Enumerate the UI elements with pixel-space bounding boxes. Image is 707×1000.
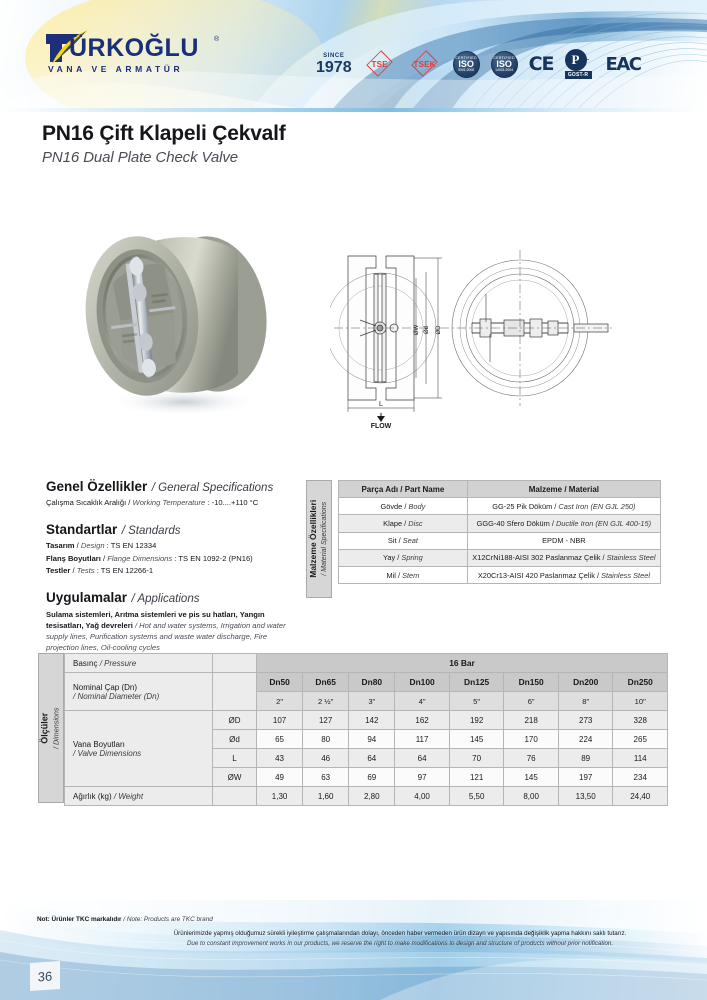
- nominal-label-en: / Nominal Diameter (Dn): [73, 691, 160, 701]
- mat-tr: GGG-40 Sfero Döküm: [476, 518, 550, 528]
- material-part-cell: Sit / Seat: [339, 532, 468, 549]
- part-en: Body: [408, 501, 426, 511]
- material-part-cell: Klape / Disc: [339, 515, 468, 532]
- dimension-label-d: Ød: [424, 325, 430, 335]
- page-title: PN16 Çift Klapeli Çekvalf: [42, 122, 286, 145]
- value-cell: 64: [349, 749, 395, 768]
- value-cell: 65: [257, 730, 303, 749]
- dimension-label-D: ØD: [436, 325, 442, 335]
- weight-cell: 5,50: [449, 787, 504, 806]
- symbol-cell: ØD: [213, 711, 257, 730]
- applications-block: [46, 589, 296, 653]
- inch-cell: 3": [349, 692, 395, 711]
- product-photo: [62, 218, 294, 418]
- value-cell: 69: [349, 768, 395, 787]
- tsek-certification-icon: [408, 53, 442, 75]
- temp-value: : -10....+110 °C: [207, 498, 259, 507]
- technical-drawings: [330, 248, 650, 428]
- pressure-label-en: / Pressure: [99, 658, 137, 668]
- dn-header-cell: Dn150: [504, 673, 559, 692]
- inch-cell: 4": [395, 692, 450, 711]
- weight-cell: 24,40: [613, 787, 668, 806]
- mat-en: Stainless Steel: [601, 570, 650, 580]
- since-badge: [316, 53, 352, 76]
- table-row: [339, 532, 661, 549]
- iso-14001-certification-icon: [491, 51, 518, 78]
- dimensions-sidebar-tr: Ölçüler: [39, 712, 50, 744]
- iso14001-number: 14001:2004: [495, 67, 514, 72]
- ce-marking-icon: CE: [528, 53, 554, 75]
- pressure-value: 16 Bar: [257, 654, 668, 673]
- general-specs-heading: [46, 478, 296, 496]
- dimensions-sidebar-en: / Dimensions: [52, 707, 62, 749]
- dimensions-table-sidebar-label: [38, 653, 64, 803]
- table-row: [339, 549, 661, 566]
- banner-divider: [0, 108, 707, 112]
- table-row: [65, 711, 668, 730]
- weight-cell: 1,60: [303, 787, 349, 806]
- registered-mark: ®: [214, 36, 220, 43]
- material-part-cell: Gövde / Body: [339, 498, 468, 515]
- value-cell: 197: [558, 768, 613, 787]
- part-en: Stem: [402, 570, 420, 580]
- weight-cell: 13,50: [558, 787, 613, 806]
- tse-label: TSE: [371, 59, 388, 69]
- table-row-pressure: [65, 654, 668, 673]
- value-cell: 97: [395, 768, 450, 787]
- value-cell: 114: [613, 749, 668, 768]
- standard-tests-en: Tests: [76, 566, 95, 576]
- iso-9001-certification-icon: [453, 51, 480, 78]
- flow-arrow-icon: [377, 413, 385, 422]
- weight-label-tr: Ağırlık (kg): [73, 791, 112, 801]
- material-table: [338, 480, 661, 584]
- value-cell: 107: [257, 711, 303, 730]
- value-cell: 224: [558, 730, 613, 749]
- standards-block: [46, 521, 296, 577]
- disclaimer-en: Due to constant improvement works in our products, we reserve the right to make modifications to design and structure of products without prior notification.: [186, 939, 614, 947]
- material-col-material: Malzeme / Material: [467, 481, 660, 498]
- valve-label-en: / Valve Dimensions: [73, 748, 142, 758]
- spacer-cell: [213, 673, 257, 711]
- flow-label: FLOW: [370, 423, 392, 428]
- value-cell: 162: [395, 711, 450, 730]
- material-sidebar-tr: Malzeme Özellikleri: [308, 500, 319, 578]
- tse-certification-icon: [363, 53, 397, 75]
- inch-cell: 10": [613, 692, 668, 711]
- gost-r-certification-icon: [565, 49, 595, 79]
- value-cell: 234: [613, 768, 668, 787]
- value-cell: 70: [449, 749, 504, 768]
- mat-en: Cast Iron (EN GJL 250): [558, 501, 636, 511]
- standard-row: Flanş Boyutları / Flange Dimensions : TS EN 1092-2 (PN16): [46, 553, 253, 563]
- weight-cell: 1,30: [257, 787, 303, 806]
- material-col-part: Parça Adı / Part Name: [339, 481, 468, 498]
- dimensions-table: [64, 653, 668, 806]
- page-subtitle: PN16 Dual Plate Check Valve: [42, 149, 239, 166]
- iso14001-main: ISO: [496, 58, 512, 69]
- table-row-weight: [65, 787, 668, 806]
- part-tr: Yay: [383, 553, 396, 563]
- gost-tick-icon: ⌐: [583, 55, 590, 66]
- value-cell: 117: [395, 730, 450, 749]
- value-cell: 265: [613, 730, 668, 749]
- mat-tr: X12CrNi188-AISI 302 Paslanmaz Çelik: [472, 553, 601, 563]
- logo-tagline: VANA VE ARMATÜR: [48, 64, 184, 74]
- standard-row: Tasarım / Design : TS EN 12334: [46, 540, 157, 550]
- valve-label-tr: Vana Boyutları: [73, 739, 125, 749]
- material-part-cell: Mil / Stem: [339, 566, 468, 583]
- top-banner: [0, 0, 707, 112]
- material-value-cell: EPDM - NBR: [467, 532, 660, 549]
- section-view: [330, 256, 436, 400]
- value-cell: 76: [504, 749, 559, 768]
- temp-label-en: Working Temperature: [132, 498, 206, 507]
- value-cell: 145: [504, 768, 559, 787]
- iso9001-top: CERTIFIED: [455, 55, 477, 60]
- footer-banner: [0, 900, 707, 1000]
- dn-header-cell: Dn100: [395, 673, 450, 692]
- material-part-cell: Yay / Spring: [339, 549, 468, 566]
- general-heading-tr: Genel Özellikler: [46, 479, 148, 494]
- table-row: [339, 498, 661, 515]
- tsek-label: TSEK: [413, 59, 436, 69]
- inch-cell: 2": [257, 692, 303, 711]
- material-value-cell: GGG-40 Sfero Döküm / Ductile Iron (EN GJL 400-15): [467, 515, 660, 532]
- standard-design-tr: Tasarım: [46, 540, 75, 550]
- value-cell: 127: [303, 711, 349, 730]
- value-cell: 64: [395, 749, 450, 768]
- nominal-label-tr: Nominal Çap (Dn): [73, 682, 138, 692]
- part-tr: Sit: [387, 536, 397, 546]
- material-table-sidebar-label: [306, 480, 332, 598]
- pressure-label-tr: Basınç: [73, 658, 98, 668]
- value-cell: 49: [257, 768, 303, 787]
- part-tr: Gövde: [380, 501, 403, 511]
- front-view: [440, 250, 612, 406]
- inch-cell: 8": [558, 692, 613, 711]
- mat-en: Stainless Steel: [606, 553, 656, 563]
- company-logo: [42, 28, 222, 80]
- valve-dimensions-label: [65, 711, 213, 787]
- nominal-diameter-label: [65, 673, 213, 711]
- footer-swoosh-graphic: [0, 900, 707, 1000]
- symbol-cell: ØW: [213, 768, 257, 787]
- iso9001-number: 9001:2008: [458, 67, 475, 72]
- inch-cell: 6": [504, 692, 559, 711]
- weight-cell: 2,80: [349, 787, 395, 806]
- value-cell: 328: [613, 711, 668, 730]
- applications-heading: [46, 589, 296, 607]
- iso14001-top: CERTIFIED: [493, 55, 515, 60]
- disclaimer-note: [120, 929, 680, 949]
- eac-marking-icon: EAC: [605, 53, 641, 75]
- inch-cell: 5": [449, 692, 504, 711]
- logo-wordmark: ÜRKOĞLU: [69, 34, 199, 62]
- certification-row: [316, 46, 640, 82]
- standard-flange-value: : TS EN 1092-2 (PN16): [174, 553, 253, 563]
- material-value-cell: X20Cr13-AISI 420 Paslanmaz Çelik / Stainless Steel: [467, 566, 660, 583]
- applications-text: [46, 609, 296, 653]
- table-row-dn: [65, 673, 668, 692]
- mat-tr: GG-25 Pik Döküm: [492, 501, 553, 511]
- mat-tr: X20Cr13-AISI 420 Paslanmaz Çelik: [477, 570, 595, 580]
- part-tr: Klape: [383, 518, 403, 528]
- material-sidebar-en: / Material Specifications: [321, 502, 329, 576]
- value-cell: 43: [257, 749, 303, 768]
- value-cell: 46: [303, 749, 349, 768]
- dn-header-cell: Dn200: [558, 673, 613, 692]
- standards-heading-en: / Standards: [121, 524, 181, 537]
- value-cell: 192: [449, 711, 504, 730]
- brand-note-tr: Not: Ürünler TKC markalıdır: [37, 916, 122, 923]
- working-temperature-row: Çalışma Sıcaklık Aralığı / Working Temperature : -10....+110 °C: [46, 498, 259, 507]
- specifications-text: [46, 478, 296, 653]
- value-cell: 94: [349, 730, 395, 749]
- standard-tests-tr: Testler: [46, 566, 71, 576]
- value-cell: 170: [504, 730, 559, 749]
- brand-note: [37, 916, 213, 923]
- symbol-cell: L: [213, 749, 257, 768]
- standard-row: Testler / Tests : TS EN 12266-1: [46, 566, 154, 576]
- dn-header-cell: Dn125: [449, 673, 504, 692]
- spacer-cell: [213, 654, 257, 673]
- standards-heading: [46, 521, 296, 539]
- page-title-block: [42, 122, 286, 166]
- standard-design-en: Design: [80, 540, 105, 550]
- value-cell: 89: [558, 749, 613, 768]
- table-row: [339, 566, 661, 583]
- pressure-label: [65, 654, 213, 673]
- dn-header-cell: Dn65: [303, 673, 349, 692]
- weight-cell: 8,00: [504, 787, 559, 806]
- value-cell: 63: [303, 768, 349, 787]
- applications-heading-tr: Uygulamalar: [46, 590, 128, 606]
- page-number: 36: [30, 961, 60, 991]
- general-heading-en: / General Specifications: [151, 482, 274, 494]
- mat-en: Ductile Iron (EN GJL 400-15): [555, 518, 652, 528]
- value-cell: 121: [449, 768, 504, 787]
- iso9001-main: ISO: [458, 58, 474, 69]
- dn-header-cell: Dn50: [257, 673, 303, 692]
- value-cell: 80: [303, 730, 349, 749]
- applications-text-en: / Hot and water systems, Irrigation and water supply lines, Purification systems and waste water discharge, Fire projection lines, Oil-cooling cycles: [46, 621, 286, 653]
- applications-text-tr: Sulama sistemleri, Arıtma sistemleri ve pis su hatları, Yangın tesisatları, Yağ devreleri: [46, 610, 265, 631]
- part-tr: Mil: [386, 570, 396, 580]
- dn-header-cell: Dn250: [613, 673, 668, 692]
- dn-header-cell: Dn80: [349, 673, 395, 692]
- disclaimer-tr: Ürünlerimizde yapmış olduğumuz sürekli iyileştirme çalışmalarından dolayı, önceden haber vermeden ürün dizayn ve yapısında değişiklik yapma hakkını saklı tutarız.: [173, 930, 627, 937]
- standards-heading-tr: Standartlar: [46, 521, 118, 537]
- dimension-label-L: L: [379, 401, 383, 408]
- standard-flange-tr: Flanş Boyutları: [46, 553, 101, 563]
- weight-label: [65, 787, 213, 806]
- inch-cell: 2 ½": [303, 692, 349, 711]
- symbol-cell: Ød: [213, 730, 257, 749]
- part-en: Disc: [408, 518, 423, 528]
- material-value-cell: X12CrNi188-AISI 302 Paslanmaz Çelik / Stainless Steel: [467, 549, 660, 566]
- value-cell: 142: [349, 711, 395, 730]
- material-value-cell: GG-25 Pik Döküm / Cast Iron (EN GJL 250): [467, 498, 660, 515]
- table-row: [339, 515, 661, 532]
- weight-label-en: / Weight: [113, 791, 144, 801]
- part-en: Spring: [401, 553, 423, 563]
- gost-letter: P: [565, 49, 587, 71]
- applications-heading-en: / Applications: [131, 593, 200, 606]
- temp-label-tr: Çalışma Sıcaklık Aralığı: [46, 498, 127, 507]
- standard-flange-en: Flange Dimensions: [107, 553, 173, 563]
- since-label: SINCE: [323, 52, 345, 59]
- gost-label: GOST-R: [565, 71, 592, 79]
- brand-note-en: / Note: Products are TKC brand: [123, 916, 213, 923]
- value-cell: 218: [504, 711, 559, 730]
- spacer-cell: [213, 787, 257, 806]
- since-year: 1978: [316, 58, 352, 76]
- part-en: Seat: [402, 536, 418, 546]
- value-cell: 273: [558, 711, 613, 730]
- value-cell: 145: [449, 730, 504, 749]
- table-header-row: [339, 481, 661, 498]
- weight-cell: 4,00: [395, 787, 450, 806]
- standard-design-value: : TS EN 12334: [106, 540, 157, 550]
- standard-tests-value: : TS EN 12266-1: [96, 566, 154, 576]
- dimension-label-W: ØW: [414, 324, 420, 336]
